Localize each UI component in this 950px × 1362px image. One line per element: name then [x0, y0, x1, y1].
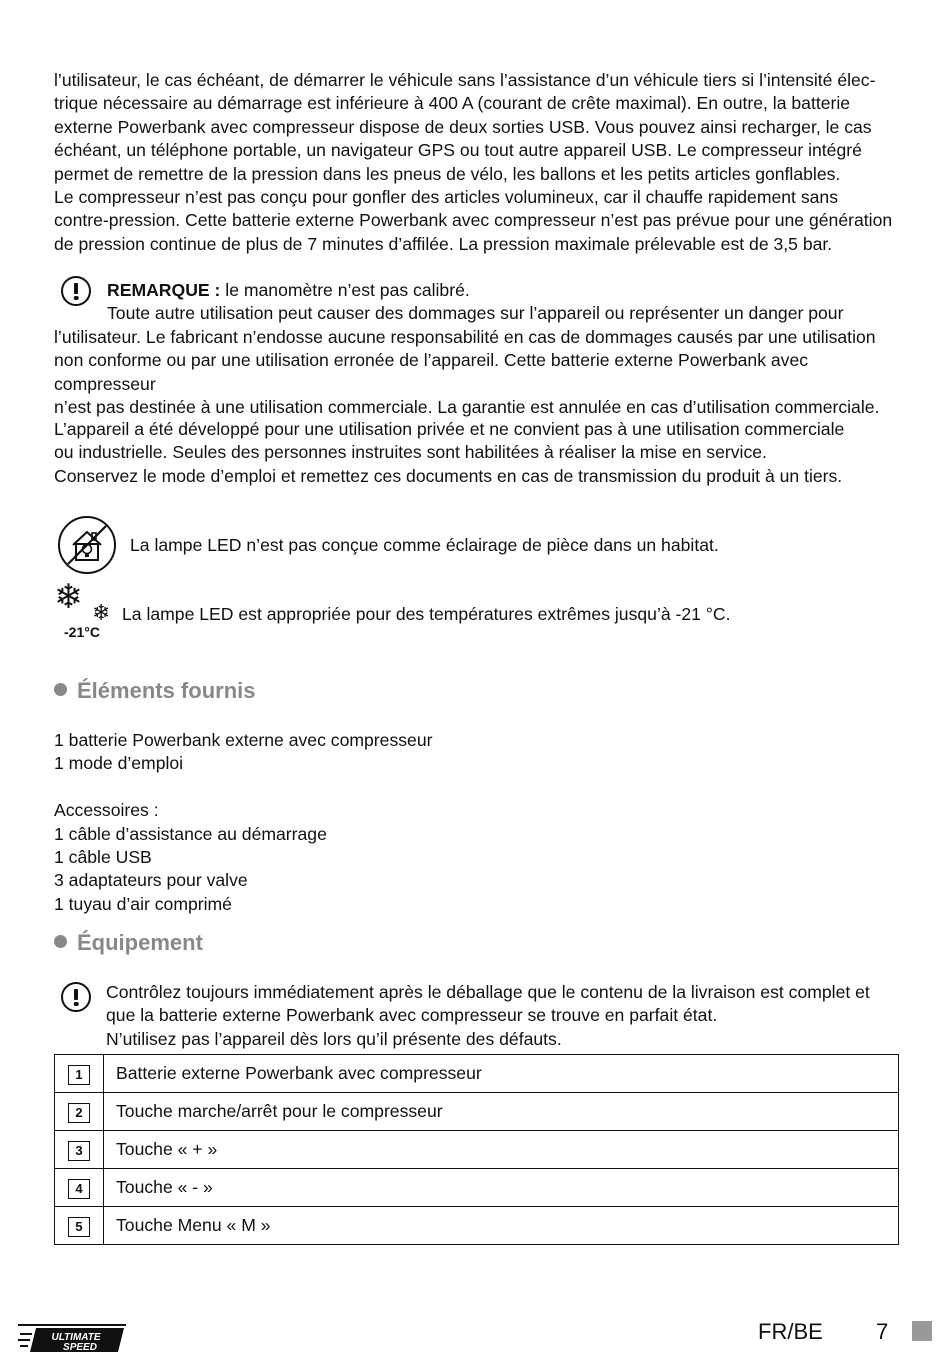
intro-line: de pression continue de plus de 7 minutes d’affilée. La pression maximale prélevable est de 3,5 bar.	[54, 233, 833, 254]
list-item: Accessoires :	[54, 800, 159, 821]
part-label: Touche « + »	[104, 1131, 899, 1169]
page-number: 7	[876, 1319, 889, 1344]
remark-label: REMARQUE :	[107, 280, 221, 300]
remark-line: Toute autre utilisation peut causer des dommages sur l’appareil ou représenter un danger pour	[107, 303, 844, 324]
svg-text:ULTIMATE: ULTIMATE	[51, 1332, 101, 1343]
intro-line: Le compresseur n’est pas conçu pour gonfler des articles volumineux, car il chauffe rapidement sans	[54, 187, 838, 208]
equipment-check-note	[54, 981, 900, 1051]
snowflake-icon: ❄	[54, 578, 83, 616]
intro-line: contre-pression. Cette batterie externe Powerbank avec compresseur n’est pas prévue pour une génération	[54, 210, 893, 231]
table-row	[55, 1207, 899, 1245]
led-house-text: La lampe LED n’est pas conçue comme éclairage de pièce dans un habitat.	[130, 535, 719, 555]
intro-line: permet de remettre de la pression dans les pneus de vélo, les ballons et les petits articles gonflables.	[54, 163, 841, 184]
led-temperature-note	[54, 578, 894, 644]
intro-line: l’utilisateur, le cas échéant, de démarrer le véhicule sans l’assistance d’un véhicule tiers si l’intensité élec-	[54, 70, 876, 90]
parts-table	[54, 1054, 899, 1245]
snowflake-small-icon: ❄	[92, 600, 111, 625]
svg-text:SPEED: SPEED	[63, 1342, 97, 1353]
list-item: 1 tuyau d’air comprimé	[54, 893, 232, 914]
part-number: 4	[68, 1179, 90, 1199]
section-heading-supplied: Éléments fournis	[54, 677, 255, 705]
remark-block	[54, 279, 900, 419]
bullet-icon	[54, 683, 67, 696]
supplied-list	[54, 729, 900, 916]
remark-line: l’utilisateur. Le fabricant n’endosse aucune responsabilité en cas de dommages causés par une utilisation	[54, 326, 876, 347]
private-line: L’appareil a été développé pour une utilisation privée et ne convient pas à une utilisation commerciale	[54, 419, 845, 439]
part-label: Touche Menu « M »	[104, 1207, 899, 1245]
section-heading-equipment: Équipement	[54, 929, 203, 957]
private-use-paragraph	[54, 418, 900, 488]
part-label: Touche marche/arrêt pour le compresseur	[104, 1093, 899, 1131]
intro-line: échéant, un téléphone portable, un navigateur GPS ou tout autre appareil USB. Le compresseur intégré	[54, 140, 862, 161]
list-item: 1 mode d’emploi	[54, 753, 184, 774]
table-row	[55, 1131, 899, 1169]
remark-line: n’est pas destinée à une utilisation commerciale. La garantie est annulée en cas d’utilisation commerciale.	[54, 397, 880, 418]
list-spacer	[54, 776, 900, 799]
brand-logo	[18, 1322, 126, 1356]
private-line: ou industrielle. Seules des personnes instruites sont habilitées à réaliser la mise en service.	[54, 442, 767, 463]
list-item: 1 batterie Powerbank externe avec compresseur	[54, 730, 433, 750]
language-code: FR/BE	[758, 1319, 823, 1344]
list-item: 3 adaptateurs pour valve	[54, 870, 248, 891]
list-item: 1 câble d’assistance au démarrage	[54, 823, 327, 844]
bullet-icon	[54, 935, 67, 948]
check-line: N’utilisez pas l’appareil dès lors qu’il présente des défauts.	[106, 1028, 562, 1049]
page-tab-marker	[912, 1321, 932, 1341]
check-line: Contrôlez toujours immédiatement après le déballage que le contenu de la livraison est complet et	[106, 982, 870, 1002]
intro-paragraph	[54, 69, 900, 256]
table-row	[55, 1055, 899, 1093]
led-temperature-text: La lampe LED est appropriée pour des températures extrêmes jusqu’à -21 °C.	[122, 604, 731, 624]
remark-line: non conforme ou par une utilisation erronée de l’appareil. Cette batterie externe Powerbank avec compresseur	[54, 350, 809, 394]
intro-line: trique nécessaire au démarrage est inférieure à 400 A (courant de crête maximal). En outre, la batterie	[54, 93, 851, 114]
part-label: Batterie externe Powerbank avec compresseur	[104, 1055, 899, 1093]
private-line: Conservez le mode d’emploi et remettez ces documents en cas de transmission du produit à un tiers.	[54, 465, 843, 486]
remark-text: le manomètre n’est pas calibré.	[220, 280, 470, 300]
part-number: 3	[68, 1141, 90, 1161]
part-number: 5	[68, 1217, 90, 1237]
list-item: 1 câble USB	[54, 847, 152, 868]
intro-line: externe Powerbank avec compresseur dispose de deux sorties USB. Vous pouvez ainsi recharger, le cas	[54, 116, 872, 137]
temperature-badge: -21°C	[64, 624, 100, 640]
table-row	[55, 1169, 899, 1207]
table-row	[55, 1093, 899, 1131]
check-line: que la batterie externe Powerbank avec compresseur se trouve en parfait état.	[106, 1005, 718, 1026]
led-house-note	[58, 516, 898, 576]
no-room-lighting-icon	[58, 516, 116, 574]
part-number: 2	[68, 1103, 90, 1123]
part-label: Touche « - »	[104, 1169, 899, 1207]
part-number: 1	[68, 1065, 90, 1085]
